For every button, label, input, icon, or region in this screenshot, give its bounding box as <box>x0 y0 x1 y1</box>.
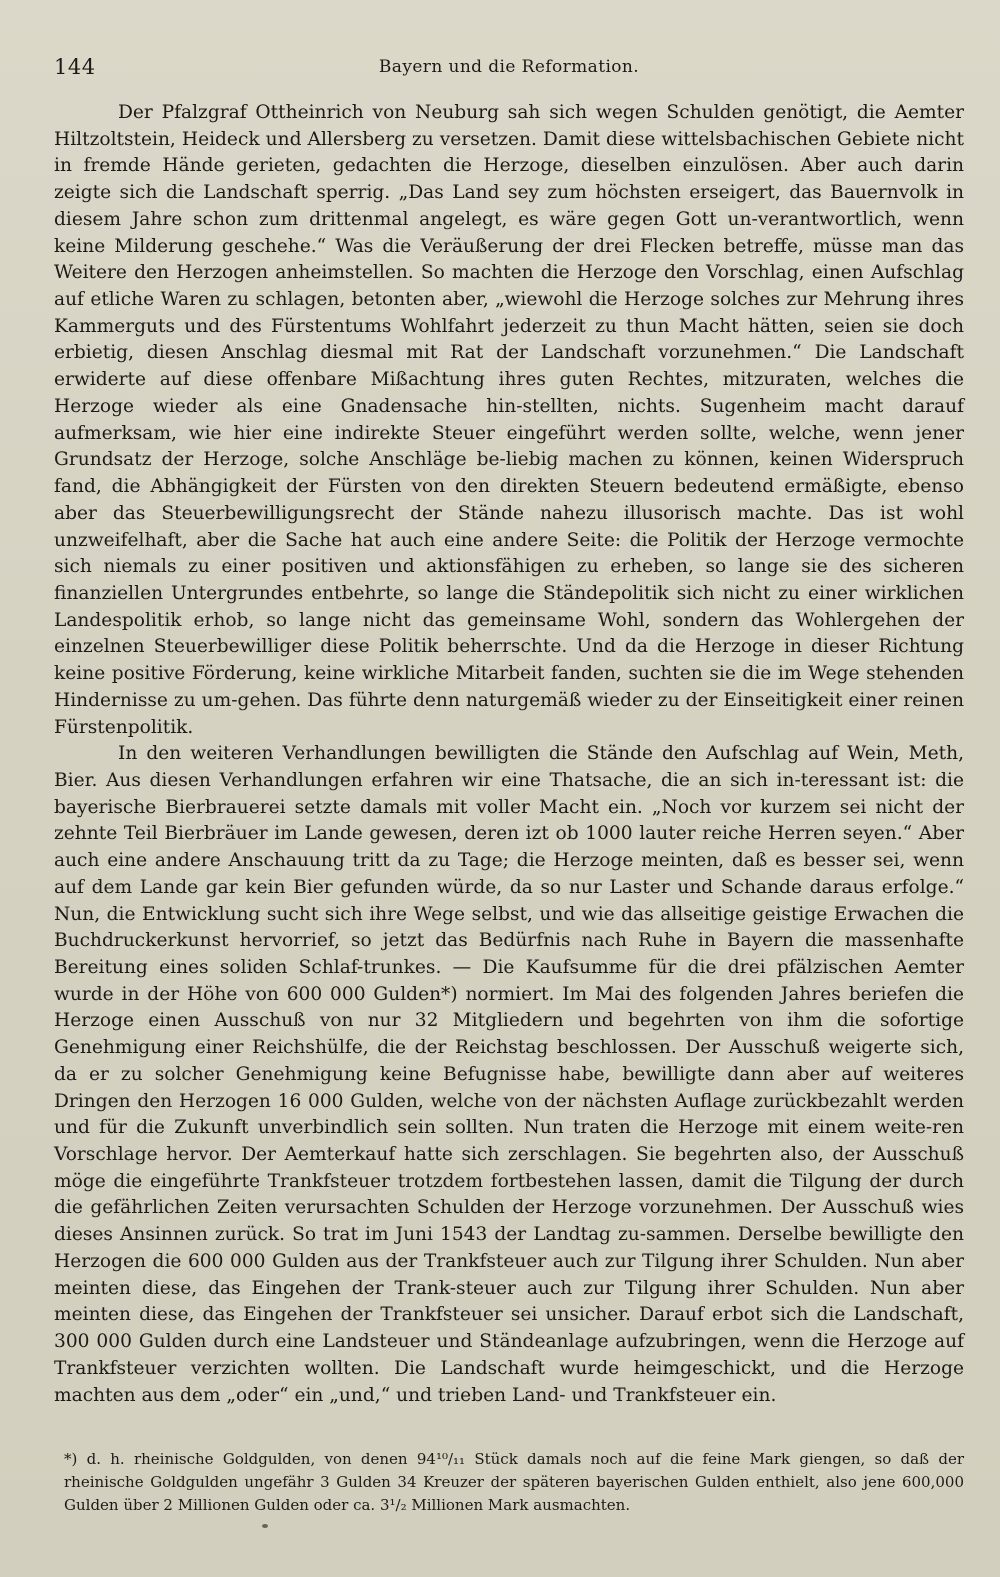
footnote <box>64 1448 964 1517</box>
ink-speck <box>262 1524 268 1528</box>
page-number: 144 <box>54 55 96 79</box>
page-header <box>54 55 964 89</box>
footnote-text: *) d. h. rheinische Goldgulden, von denen 94¹⁰/₁₁ Stück damals noch auf die feine Mark giengen, so daß der rheinische Goldgulden ungefähr 3 Gulden 34 Kreuzer der späteren bayerischen Gulden enthielt, also jene 600,000 Gulden über 2 Millionen Gulden oder ca. 3¹/₂ Millionen Mark ausmachten. <box>64 1450 964 1514</box>
paragraph: In den weiteren Verhandlungen bewilligten die Stände den Aufschlag auf Wein, Meth, Bier. Aus diesen Verhandlungen erfahren wir eine Thatsache, die an sich in-teressant ist: die bayerische Bierbrauerei setzte damals mit voller Macht ein. „Noch vor kurzem sei nicht der zehnte Teil Bierbräuer im Lande gewesen, deren izt ob 1000 lauter reiche Herren seyen.“ Aber auch eine andere Anschauung tritt da zu Tage; die Herzoge meinten, daß es besser sei, wenn auf dem Lande gar kein Bier gefunden würde, da so nur Laster und Schande daraus erfolge.“ Nun, die Entwicklung sucht sich ihre Wege selbst, und wie das allseitige geistige Erwachen die Buchdruckerkunst hervorrief, so jetzt das Bedürfnis nach Ruhe in Bayern die massenhafte Bereitung eines soliden Schlaf-trunkes. — Die Kaufsumme für die drei pfälzischen Aemter wurde in der Höhe von 600 000 Gulden*) normiert. Im Mai des folgenden Jahres beriefen die Herzoge einen Ausschuß von nur 32 Mitgliedern und begehrten von ihm die sofortige Genehmigung einer Reichshülfe, die der Reichstag beschlossen. Der Ausschuß weigerte sich, da er zu solcher Genehmigung keine Befugnisse habe, bewilligte dann aber auf weiteres Dringen den Herzogen 16 000 Gulden, welche von der nächsten Auflage zurückbezahlt werden und für die Zukunft unverbindlich sein sollten. Nun traten die Herzoge mit einem weite-ren Vorschlage hervor. Der Aemterkauf hatte sich zerschlagen. Sie begehrten also, der Ausschuß möge die eingeführte Trankfsteuer trotzdem fortbestehen lassen, damit die Tilgung der durch die gefährlichen Zeiten verursachten Schulden der Herzoge vorzunehmen. Der Ausschuß wies dieses Ansinnen zurück. So trat im Juni 1543 der Landtag zu-sammen. Derselbe bewilligte den Herzogen die 600 000 Gulden aus der Trankfsteuer auch zur Tilgung ihrer Schulden. Nun aber meinten diese, das Eingehen der Trank-steuer auch zur Tilgung ihrer Schulden. Nun aber meinten diese, das Eingehen der Trankfsteuer sei unsicher. Darauf erbot sich die Landschaft, 300 000 Gulden durch eine Landsteuer und Ständeanlage aufzubringen, wenn die Herzoge auf Trankfsteuer verzichten wollten. Die Landschaft wurde heimgeschickt, und die Herzoge machten aus dem „oder“ ein „und,“ und trieben Land- und Trankfsteuer ein. <box>54 743 964 1406</box>
paragraph: Der Pfalzgraf Ottheinrich von Neuburg sah sich wegen Schulden genötigt, die Aemter Hiltzoltstein, Heideck und Allersberg zu versetzen. Damit diese wittelsbachischen Gebiete nicht in fremde Hände gerieten, gedachten die Herzoge, dieselben einzulösen. Aber auch darin zeigte sich die Landschaft sperrig. „Das Land sey zum höchsten erseigert, das Bauernvolk in diesem Jahre schon zum drittenmal angelegt, es wäre gegen Gott un-verantwortlich, wenn keine Milderung geschehe.“ Was die Veräußerung der drei Flecken betreffe, müsse man das Weitere den Herzogen anheimstellen. So machten die Herzoge den Vorschlag, einen Aufschlag auf etliche Waren zu schlagen, betonten aber, „wiewohl die Herzoge solches zur Mehrung ihres Kammerguts und des Fürstentums Wohlfahrt jederzeit zu thun Macht hätten, seien sie doch erbietig, diesen Anschlag diesmal mit Rat der Landschaft vorzunehmen.“ Die Landschaft erwiderte auf diese offenbare Mißachtung ihres guten Rechtes, mitzuraten, welches die Herzoge wieder als eine Gnadensache hin-stellten, nichts. Sugenheim macht darauf aufmerksam, wie hier eine indirekte Steuer eingeführt werden sollte, welche, wenn jener Grundsatz der Herzoge, solche Anschläge be-liebig machen zu können, keinen Widerspruch fand, die Abhängigkeit der Fürsten von den direkten Steuern bedeutend ermäßigte, ebenso aber das Steuerbewilligungsrecht der Stände nahezu illusorisch machte. Das ist wohl unzweifelhaft, aber die Sache hat auch eine andere Seite: die Politik der Herzoge vermochte sich niemals zu einer positiven und aktionsfähigen zu erheben, so lange sie des sicheren finanziellen Untergrundes entbehrte, so lange die Ständepolitik sich nicht zu einer wirklichen Landespolitik erhob, so lange nicht das gemeinsame Wohl, sondern das Wohlergehen der einzelnen Steuerbewilliger diese Politik beherrschte. Und da die Herzoge in dieser Richtung keine positive Förderung, keine wirkliche Mitarbeit fanden, suchten sie die im Wege stehenden Hindernisse zu um-gehen. Das führte denn naturgemäß wieder zu der Einseitigkeit einer reinen Fürstenpolitik. <box>54 102 964 738</box>
body-text <box>54 100 964 1409</box>
running-title: Bayern und die Reformation. <box>378 57 640 77</box>
